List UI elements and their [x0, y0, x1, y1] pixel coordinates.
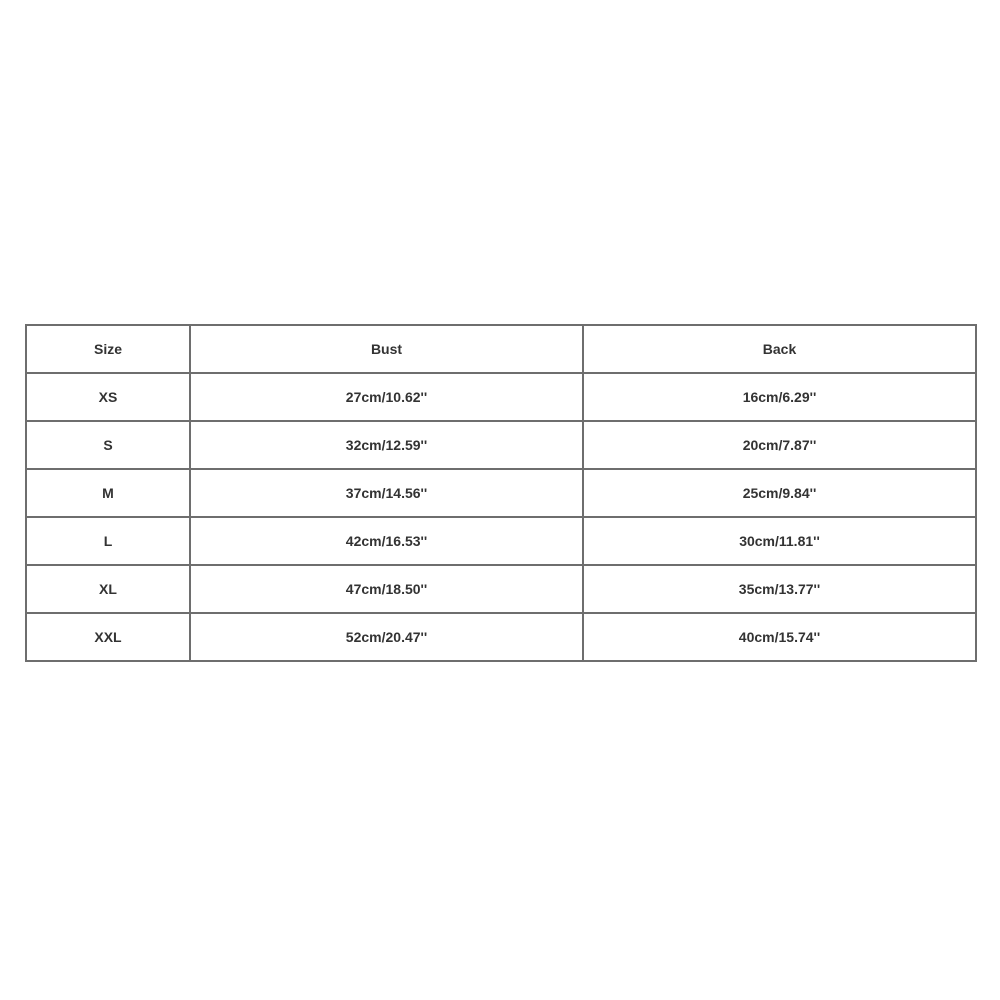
cell-size: L [26, 517, 190, 565]
header-bust: Bust [190, 325, 583, 373]
table-header-row [26, 325, 976, 373]
table-row [26, 469, 976, 517]
cell-back: 25cm/9.84'' [583, 469, 976, 517]
table-row [26, 421, 976, 469]
cell-back: 30cm/11.81'' [583, 517, 976, 565]
cell-back: 35cm/13.77'' [583, 565, 976, 613]
cell-back: 20cm/7.87'' [583, 421, 976, 469]
table-row [26, 517, 976, 565]
cell-bust: 52cm/20.47'' [190, 613, 583, 661]
table-row [26, 565, 976, 613]
cell-back: 16cm/6.29'' [583, 373, 976, 421]
table-row [26, 373, 976, 421]
size-chart-table [25, 324, 977, 662]
cell-bust: 27cm/10.62'' [190, 373, 583, 421]
cell-bust: 37cm/14.56'' [190, 469, 583, 517]
cell-size: XL [26, 565, 190, 613]
header-size: Size [26, 325, 190, 373]
cell-back: 40cm/15.74'' [583, 613, 976, 661]
table-row [26, 613, 976, 661]
cell-size: XS [26, 373, 190, 421]
cell-bust: 42cm/16.53'' [190, 517, 583, 565]
cell-bust: 47cm/18.50'' [190, 565, 583, 613]
cell-size: S [26, 421, 190, 469]
header-back: Back [583, 325, 976, 373]
cell-bust: 32cm/12.59'' [190, 421, 583, 469]
cell-size: M [26, 469, 190, 517]
cell-size: XXL [26, 613, 190, 661]
